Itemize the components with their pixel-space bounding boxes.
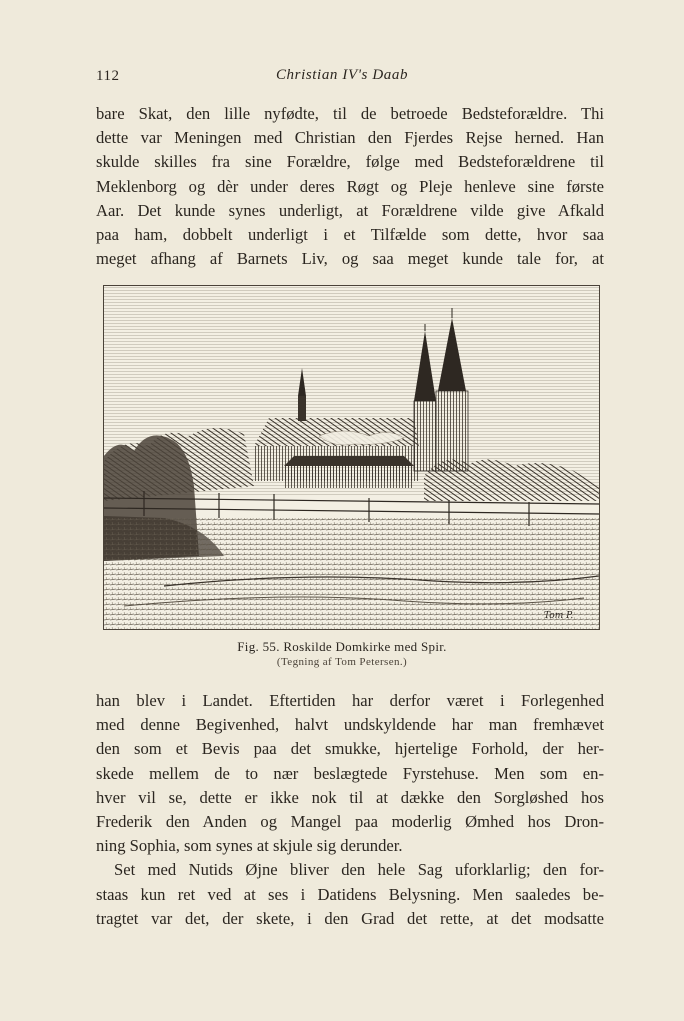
- text-line: hver vil se, dette er ikke nok til at dække den Sorgløshed hos: [96, 787, 604, 807]
- text-line: med denne Begivenhed, halvt undskyldende har man fremhævet: [96, 715, 604, 735]
- text-line: meget afhang af Barnets Liv, og saa meget kunde tale for, at: [96, 249, 604, 269]
- artist-signature: Tom P.: [544, 611, 574, 621]
- farm-roof: [284, 456, 414, 466]
- figure-credit: (Tegning af Tom Petersen.): [276, 656, 408, 668]
- text-line: skede mellem de to nær beslægtede Fyrstehuse. Men som en-: [96, 763, 604, 783]
- text-line: Aar. Det kunde synes underligt, at Forældrene vilde give Afkald: [96, 200, 604, 220]
- running-title: Christian IV's Daab: [275, 67, 409, 83]
- field: [104, 518, 599, 629]
- text-line: tragtet var det, der skete, i den Grad det rette, at det modsatte: [96, 908, 604, 928]
- tower-left: [414, 401, 436, 471]
- text-line: dette var Meningen med Christian den Fjerdes Rejse herned. Han: [96, 128, 604, 148]
- paragraph-1: [96, 102, 604, 271]
- text-line: skulde skilles fra sine Forældre, følge med Bedsteforældrene til: [96, 152, 604, 172]
- tower-right: [436, 391, 468, 471]
- text-line: staas kun ret ved at ses i Datidens Belysning. Men saaledes be-: [96, 884, 604, 904]
- text-line: han blev i Landet. Eftertiden har derfor været i Forlegenhed: [96, 691, 604, 710]
- text-line: bare Skat, den lille nyfødte, til de betroede Bedsteforældre. Thi: [96, 104, 604, 123]
- cathedral-illustration: [103, 285, 600, 630]
- text-line: ning Sophia, som synes at skjule sig derunder.: [96, 836, 403, 856]
- paragraph-2: [96, 689, 604, 931]
- farm-building: [284, 466, 414, 488]
- page-number: 112: [96, 68, 120, 84]
- text-line: Frederik den Anden og Mangel paa moderlig Ømhed hos Dron-: [96, 811, 604, 831]
- small-spire-tower: [298, 396, 306, 421]
- text-line: paa ham, dobbelt underligt i et Tilfælde som dette, hvor saa: [96, 224, 604, 244]
- text-line: Meklenborg og dèr under deres Røgt og Pleje henleve sine første: [96, 176, 604, 196]
- figure-caption: Fig. 55. Roskilde Domkirke med Spir.: [237, 639, 447, 654]
- text-line: den som et Bevis paa det smukke, hjertelige Forhold, der her-: [96, 739, 604, 759]
- text-line: Set med Nutids Øjne bliver den hele Sag uforklarlig; den for-: [114, 860, 604, 880]
